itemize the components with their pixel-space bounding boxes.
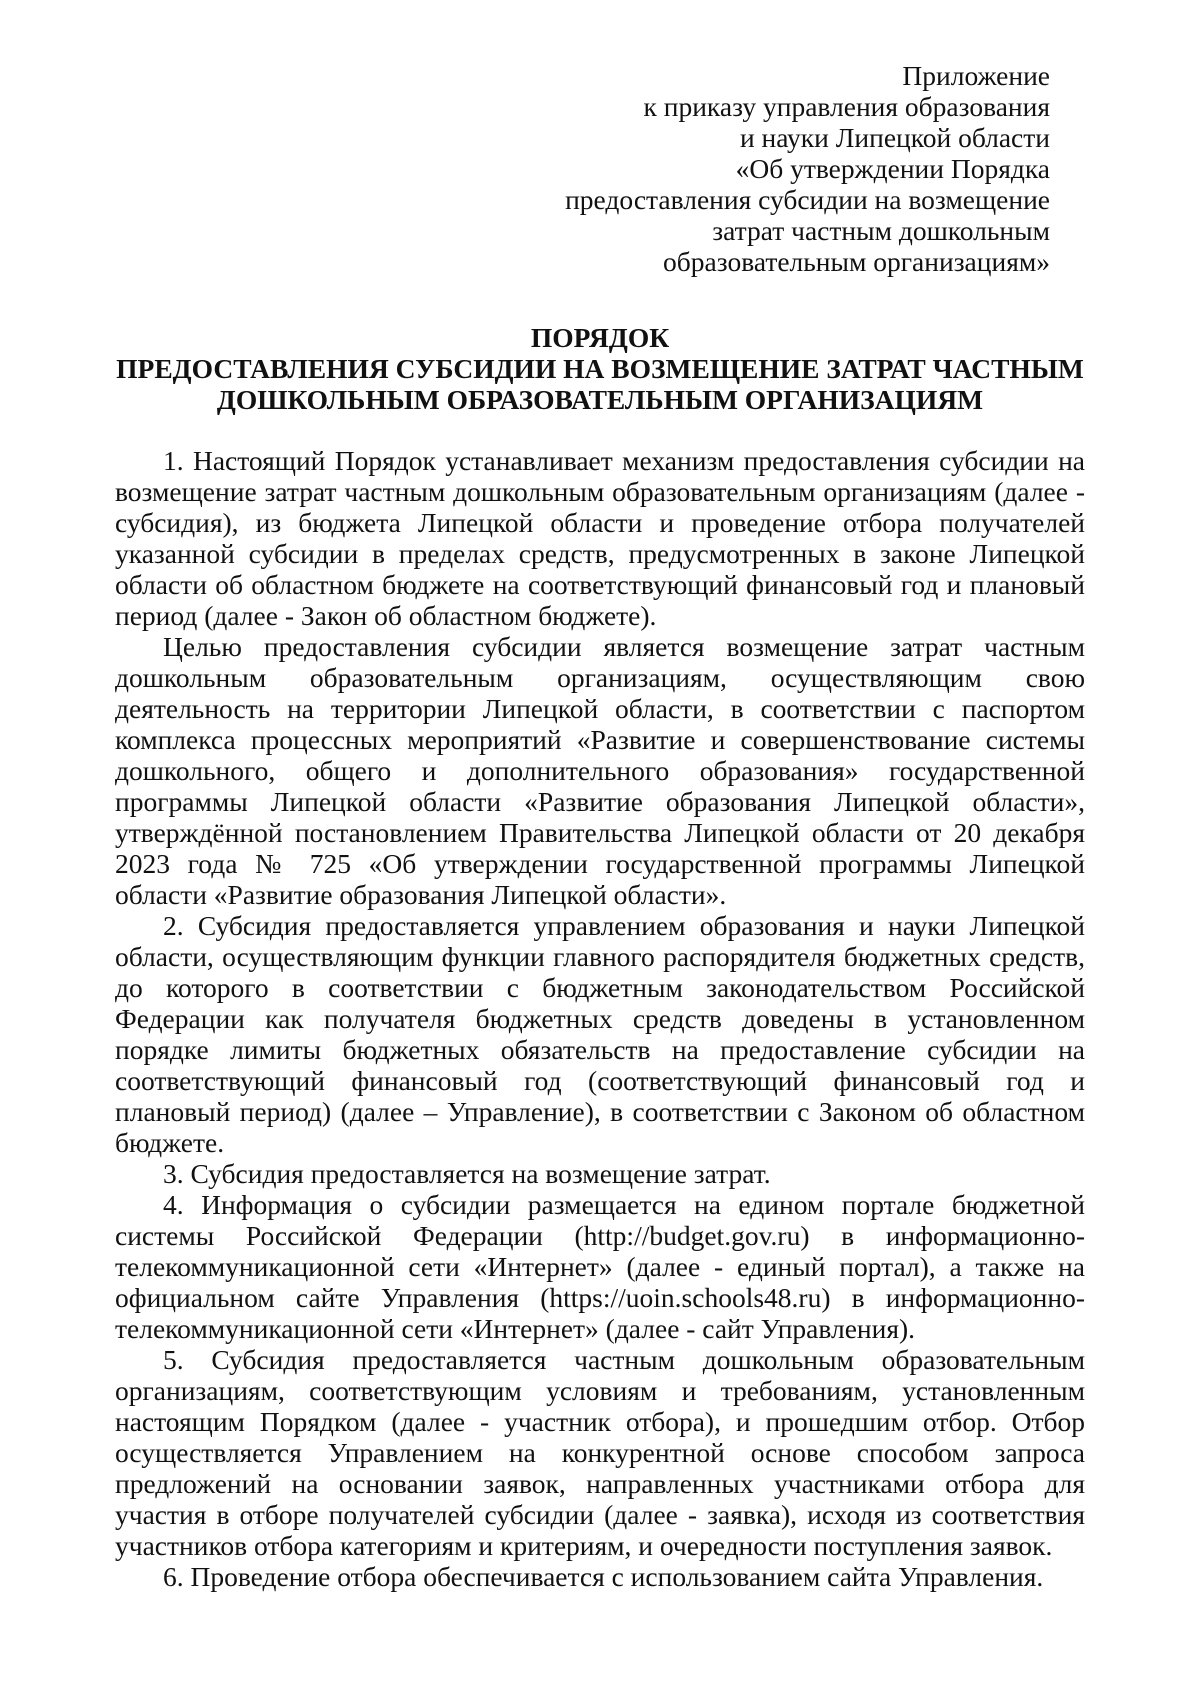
paragraph-2: 2. Субсидия предоставляется управлением образования и науки Липецкой области, осуществляющим функции главного распорядителя бюджетных средств, до которого в соответствии с бюджетным законодательством Российской Федерации как получателя бюджетных средств доведены в установленном порядке лимиты бюджетных обязательств на предоставление субсидии на соответствующий финансовый год (соответствующий финансовый год и плановый период) (далее – Управление), в соответствии с Законом об областном бюджете. xyxy=(115,910,1085,1158)
paragraph-purpose: Целью предоставления субсидии является возмещение затрат частным дошкольным образовательным организациям, осуществляющим свою деятельность на территории Липецкой области, в соответствии с паспортом комплекса процессных мероприятий «Развитие и совершенствование системы дошкольного, общего и дополнительного образования» государственной программы Липецкой области «Развитие образования Липецкой области», утверждённой постановлением Правительства Липецкой области от 20 декабря 2023 года № 725 «Об утверждении государственной программы Липецкой области «Развитие образования Липецкой области». xyxy=(115,631,1085,910)
title-line: ДОШКОЛЬНЫМ ОБРАЗОВАТЕЛЬНЫМ ОРГАНИЗАЦИЯМ xyxy=(216,384,984,415)
document-body xyxy=(115,445,1085,1592)
paragraph-3: 3. Субсидия предоставляется на возмещение затрат. xyxy=(163,1158,771,1189)
title-line: ПОРЯДОК xyxy=(530,322,670,353)
appendix-line: Приложение xyxy=(902,60,1050,91)
appendix-line: образовательным организациям» xyxy=(663,246,1050,277)
appendix-header xyxy=(565,60,1050,277)
appendix-line: и науки Липецкой области xyxy=(739,122,1050,153)
appendix-line: «Об утверждении Порядка xyxy=(735,153,1050,184)
paragraph-1: 1. Настоящий Порядок устанавливает механизм предоставления субсидии на возмещение затрат частным дошкольным образовательным организациям (далее - субсидия), из бюджета Липецкой области и проведение отбора получателей указанной субсидии в пределах средств, предусмотренных в законе Липецкой области об областном бюджете на соответствующий финансовый год и плановый период (далее - Закон об областном бюджете). xyxy=(115,445,1085,631)
title-line: ПРЕДОСТАВЛЕНИЯ СУБСИДИИ НА ВОЗМЕЩЕНИЕ ЗАТРАТ ЧАСТНЫМ xyxy=(116,353,1084,384)
paragraph-5: 5. Субсидия предоставляется частным дошкольным образовательным организациям, соответствующим условиям и требованиям, установленным настоящим Порядком (далее - участник отбора), и прошедшим отбор. Отбор осуществляется Управлением на конкурентной основе способом запроса предложений на основании заявок, направленных участниками отбора для участия в отборе получателей субсидии (далее - заявка), исходя из соответствия участников отбора категориям и критериям, и очередности поступления заявок. xyxy=(115,1344,1085,1561)
appendix-line: предоставления субсидии на возмещение xyxy=(565,184,1050,215)
appendix-line: затрат частным дошкольным xyxy=(712,215,1050,246)
paragraph-4: 4. Информация о субсидии размещается на едином портале бюджетной системы Российской Федерации (http://budget.gov.ru) в информационно-телекоммуникационной сети «Интернет» (далее - единый портал), а также на официальном сайте Управления (https://uoin.schools48.ru) в информационно-телекоммуникационной сети «Интернет» (далее - сайт Управления). xyxy=(115,1189,1085,1344)
appendix-line: к приказу управления образования xyxy=(643,91,1050,122)
document-title xyxy=(115,322,1085,415)
paragraph-6: 6. Проведение отбора обеспечивается с использованием сайта Управления. xyxy=(163,1561,1044,1592)
